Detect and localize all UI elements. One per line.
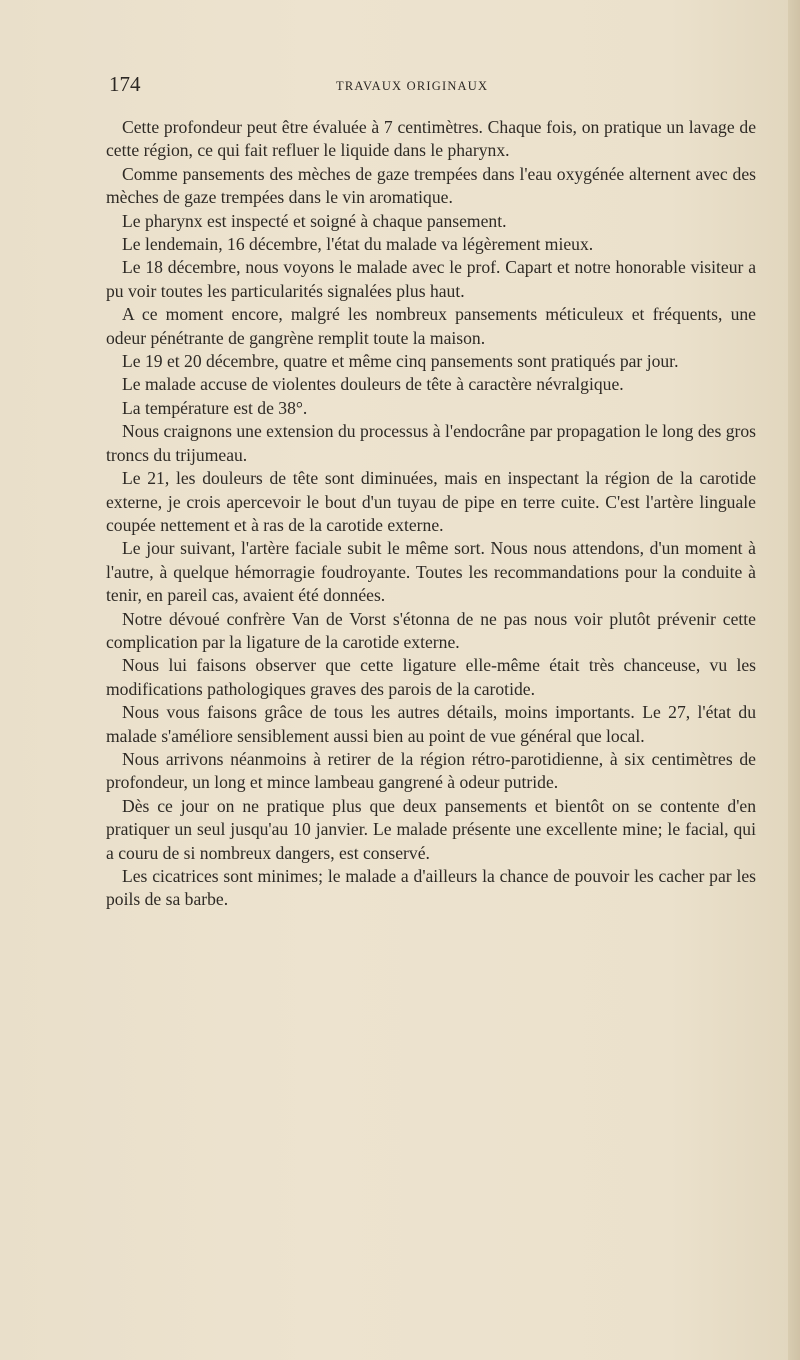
page-edge bbox=[788, 0, 800, 1360]
paragraph: Nous vous faisons grâce de tous les autres détails, moins importants. Le 27, l'état du malade s'améliore sensiblement aussi bien au point de vue général que local. bbox=[106, 702, 756, 746]
paragraph: Nous craignons une extension du processus à l'endocrâne par propagation le long des gros troncs du trijumeau. bbox=[106, 421, 756, 465]
paragraph: A ce moment encore, malgré les nombreux pansements méticuleux et fréquents, une odeur pénétrante de gangrène remplit toute la maison. bbox=[106, 304, 756, 348]
paragraph: Le malade accuse de violentes douleurs de tête à caractère névralgique. bbox=[122, 374, 624, 395]
paragraph: Le jour suivant, l'artère faciale subit le même sort. Nous nous attendons, d'un moment à l'autre, à quelque hémorragie foudroyante. Toutes les recommandations pour la conduite à tenir, en pareil cas, avaient été données. bbox=[106, 538, 756, 606]
page-header bbox=[109, 72, 754, 102]
paragraph: La température est de 38°. bbox=[122, 397, 308, 418]
paragraph: Comme pansements des mèches de gaze trempées dans l'eau oxygénée alternent avec des mèches de gaze trempées dans le vin aromatique. bbox=[106, 163, 756, 208]
paragraph: Le pharynx est inspecté et soigné à chaque pansement. bbox=[122, 210, 507, 231]
paragraph: Le lendemain, 16 décembre, l'état du malade va légèrement mieux. bbox=[122, 234, 594, 255]
paragraph: Cette profondeur peut être évaluée à 7 centimètres. Chaque fois, on pratique un lavage de cette région, ce qui fait refluer le liquide dans le pharynx. bbox=[106, 117, 756, 161]
paragraph: Le 18 décembre, nous voyons le malade avec le prof. Capart et notre honorable visiteur a pu voir toutes les particularités signalées plus haut. bbox=[106, 257, 756, 301]
paragraph: Les cicatrices sont minimes; le malade a d'ailleurs la chance de pouvoir les cacher par les poils de sa barbe. bbox=[106, 866, 756, 910]
paragraph: Nous lui faisons observer que cette ligature elle-même était très chanceuse, vu les modifications pathologiques graves des parois de la carotide. bbox=[106, 655, 756, 699]
paragraph: Nous arrivons néanmoins à retirer de la région rétro-parotidienne, à six centimètres de profondeur, un long et mince lambeau gangrené à odeur putride. bbox=[106, 748, 756, 793]
body-text bbox=[106, 116, 756, 912]
paragraph: Le 21, les douleurs de tête sont diminuées, mais en inspectant la région de la carotide externe, je crois apercevoir le bout d'un tuyau de pipe en terre cuite. C'est l'artère linguale coupée nettement et à ras de la carotide externe. bbox=[106, 468, 756, 535]
running-title: TRAVAUX ORIGINAUX bbox=[336, 79, 489, 93]
page-number: 174 bbox=[109, 72, 141, 96]
paragraph: Dès ce jour on ne pratique plus que deux pansements et bientôt on se contente d'en pratiquer un seul jusqu'au 10 janvier. Le malade présente une excellente mine; le facial, qui a couru de si nombreux dangers, est conservé. bbox=[106, 795, 756, 863]
paragraph: Notre dévoué confrère Van de Vorst s'étonna de ne pas nous voir plutôt prévenir cette complication par la ligature de la carotide externe. bbox=[106, 608, 756, 652]
paragraph: Le 19 et 20 décembre, quatre et même cinq pansements sont pratiqués par jour. bbox=[122, 351, 679, 372]
